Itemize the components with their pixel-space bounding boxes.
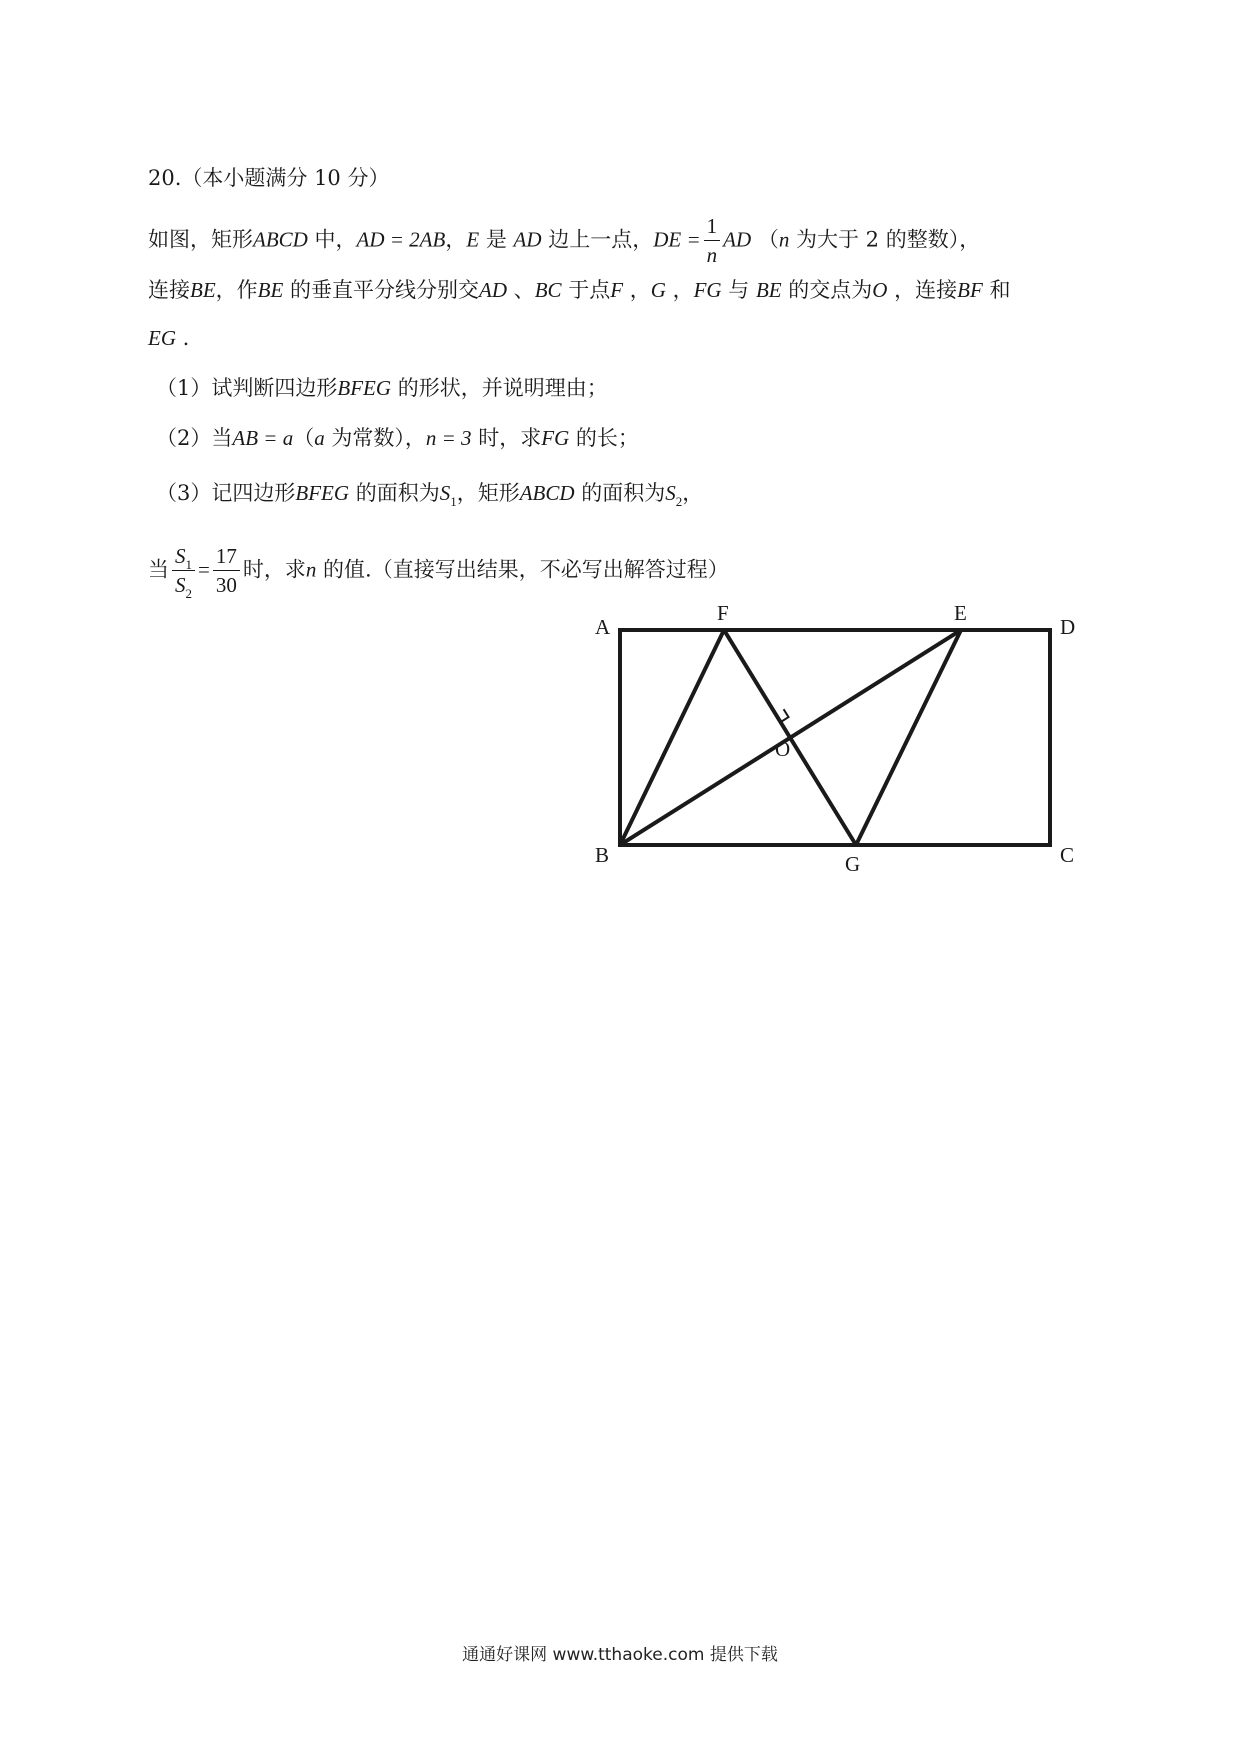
text: 的长； (569, 426, 639, 450)
question-2 (156, 423, 639, 453)
text: 当 (148, 557, 169, 582)
math-n-eq-3: n = 3 (425, 426, 472, 450)
text: 时，求 (471, 426, 542, 450)
problem-statement-line-1 (148, 216, 980, 266)
question-1 (156, 373, 608, 403)
math-fg: FG (693, 278, 722, 302)
text: ，作 (215, 278, 258, 302)
text: （2）当 (156, 426, 233, 450)
text: ， (445, 227, 467, 252)
label-d: D (1060, 615, 1076, 639)
math-ad: AD (723, 227, 752, 252)
fraction-numerator: 17 (213, 546, 240, 571)
math-s: S (439, 481, 451, 505)
label-b: B (595, 843, 610, 867)
text: 如图，矩形 (148, 227, 253, 252)
problem-title: 20.（本小题满分 10 分） (148, 166, 390, 190)
math-e: E (466, 227, 480, 252)
math-de-eq: DE = (653, 227, 701, 252)
text: （3）记四边形 (156, 481, 296, 505)
question-3-condition (148, 544, 729, 601)
text: 于点 (561, 278, 611, 302)
text: （ (293, 426, 315, 450)
math-ab-eq-a: AB = a (232, 426, 294, 450)
fraction-denominator: 30 (215, 573, 237, 597)
text: 为大于 2 的整数）， (789, 227, 981, 252)
text: 、 (507, 278, 535, 302)
fraction-1-over-n (704, 216, 721, 266)
fraction-denominator (172, 571, 195, 601)
fraction-denominator: n (706, 243, 718, 267)
math-g: G (650, 278, 666, 302)
text: （1）试判断四边形 (156, 376, 338, 400)
problem-statement-line-3 (148, 323, 189, 353)
text: （ (751, 227, 779, 252)
text: 为常数）， (324, 426, 426, 450)
geometry-figure (580, 600, 1100, 880)
math-n: n (305, 557, 317, 582)
math-f: F (610, 278, 624, 302)
subscript-1: 1 (450, 494, 457, 509)
math-be: BE (755, 278, 782, 302)
math-bc: BC (534, 278, 562, 302)
label-g: G (845, 852, 861, 876)
problem-statement-line-2 (148, 275, 1011, 305)
math-s2 (665, 481, 683, 509)
fraction-17-over-30 (213, 546, 240, 596)
math-ad: AD (479, 278, 507, 302)
text: . (176, 326, 190, 350)
text: 的面积为 (574, 481, 666, 505)
question-3 (156, 478, 703, 511)
math-ad: AD (513, 227, 542, 252)
text: ，矩形 (456, 481, 520, 505)
math-a: a (314, 426, 325, 450)
math-eg: EG (148, 326, 176, 350)
text: 是 (479, 227, 514, 252)
subscript-2: 2 (185, 586, 192, 601)
text: 连接 (148, 278, 190, 302)
page-footer: 通通好课网 www.tthaoke.com 提供下载 (462, 1645, 778, 1665)
text: 中， (307, 227, 357, 252)
equals-sign: = (198, 557, 210, 582)
text: 和 (982, 278, 1011, 302)
text: ，连接 (887, 278, 958, 302)
text: 边上一点， (541, 227, 654, 252)
right-angle-mark (781, 709, 789, 722)
text: 时，求 (242, 557, 306, 582)
math-bfeg: BFEG (295, 481, 350, 505)
text: 的值.（直接写出结果，不必写出解答过程） (316, 557, 729, 582)
math-bf: BF (957, 278, 983, 302)
text: ， (682, 481, 704, 505)
math-fg: FG (541, 426, 570, 450)
math-s: S (665, 481, 676, 505)
label-c: C (1060, 843, 1075, 867)
label-e: E (954, 601, 967, 625)
text: 与 (721, 278, 756, 302)
text: 的垂直平分线分别交 (283, 278, 479, 302)
text: ， (623, 278, 651, 302)
math-ad-eq-2ab: AD = 2AB (356, 227, 446, 252)
math-s1 (439, 481, 457, 509)
text: 的形状，并说明理由； (391, 376, 608, 400)
text: ， (665, 278, 694, 302)
label-a: A (595, 615, 611, 639)
math-abcd: ABCD (253, 227, 308, 252)
subscript-1: 1 (185, 557, 192, 572)
math-s: S (175, 573, 186, 597)
math-s: S (175, 544, 186, 568)
math-be: BE (190, 278, 216, 302)
math-bfeg: BFEG (337, 376, 392, 400)
fraction-s1-over-s2 (172, 544, 195, 601)
math-o: O (872, 278, 888, 302)
text: 的面积为 (349, 481, 440, 505)
subscript-2: 2 (675, 494, 683, 509)
math-n: n (778, 227, 790, 252)
label-f: F (717, 601, 729, 625)
fraction-numerator (172, 546, 195, 571)
text: 的交点为 (781, 278, 873, 302)
math-be: BE (257, 278, 284, 302)
label-o: O (775, 737, 791, 761)
fraction-numerator: 1 (704, 216, 721, 241)
math-abcd: ABCD (519, 481, 575, 505)
